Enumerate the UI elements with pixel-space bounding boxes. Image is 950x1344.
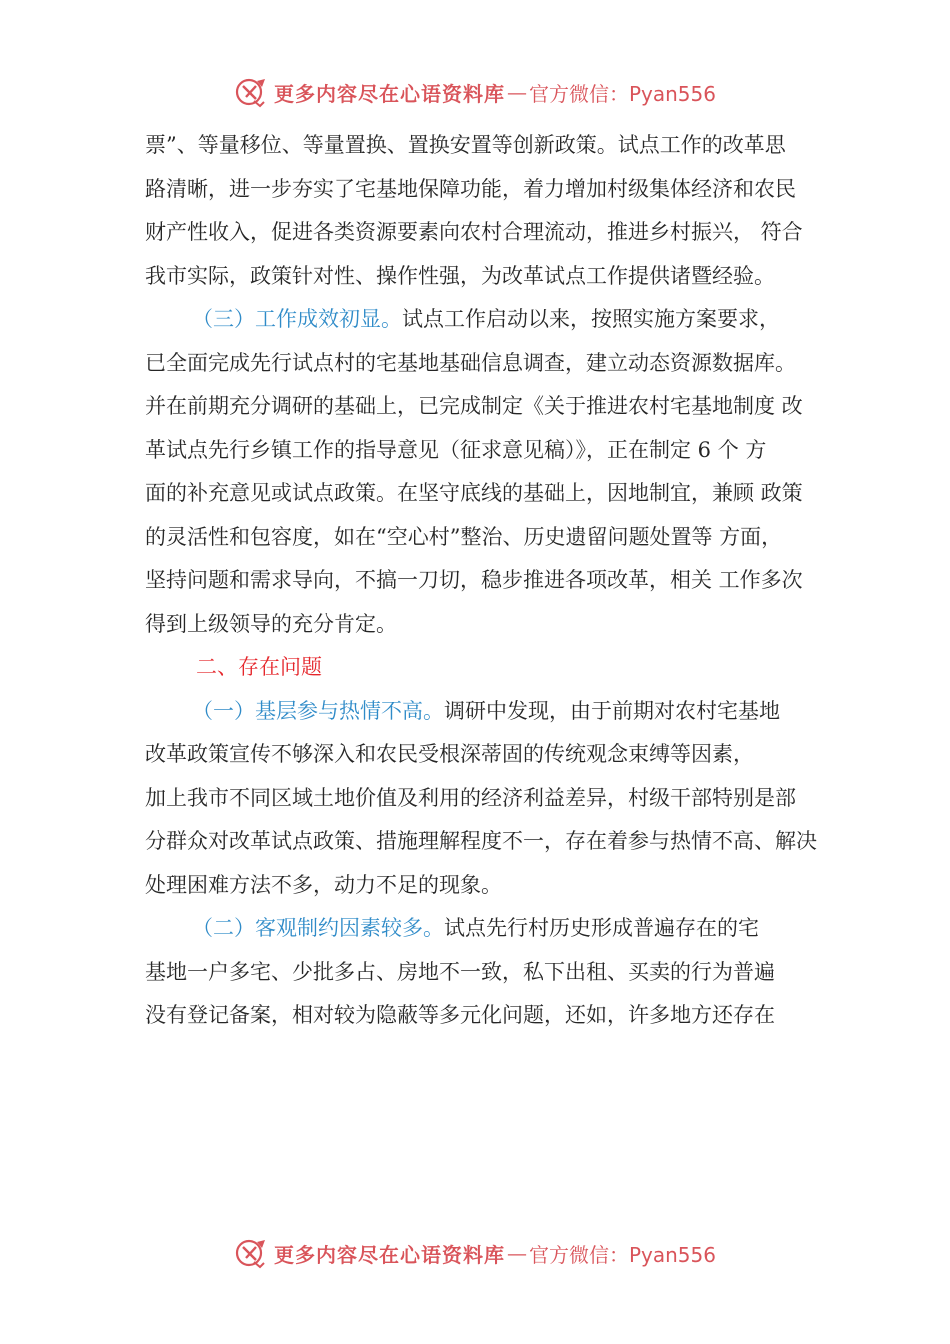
- paragraph-policy: [145, 124, 835, 298]
- text-line: 调研中发现，由于前期对农村宅基地: [444, 698, 780, 723]
- text-line: 的灵活性和包容度，如在“空心村”整治、历史遗留问题处置等 方面，: [145, 524, 783, 549]
- text-line: 基地一户多宅、少批多占、房地不一致，私下出租、买卖的行为普遍: [145, 959, 775, 984]
- text-line: 已全面完成先行试点村的宅基地基础信息调查，建立动态资源数据库。: [145, 350, 796, 375]
- text-line: 我市实际，政策针对性、操作性强，为改革试点工作提供诸暨经验。: [145, 263, 775, 288]
- text-line: 得到上级领导的充分肯定。: [145, 611, 397, 636]
- subheading-constraints: （二）客观制约因素较多。: [192, 916, 444, 940]
- watermark-separator: —: [506, 1241, 527, 1265]
- paragraph-constraints: [145, 907, 835, 1038]
- subheading-results: （三）工作成效初显。: [192, 307, 402, 331]
- document-body: [145, 124, 835, 1038]
- text-line: 面的补充意见或试点政策。在坚守底线的基础上，因地制宜，兼顾 政策: [145, 481, 803, 505]
- ribbon-seal-icon: [234, 1236, 268, 1270]
- watermark-wechat: 官方微信：Pyan556: [528, 81, 716, 106]
- text-line: 试点工作启动以来，按照实施方案要求，: [402, 307, 780, 331]
- text-line: 分群众对改革试点政策、措施理解程度不一，存在着参与热情不高、解决: [145, 829, 817, 853]
- text-line: 并在前期充分调研的基础上，已完成制定《关于推进农村宅基地制度 改: [145, 394, 803, 418]
- text-line: 坚持问题和需求导向，不搞一刀切，稳步推进各项改革，相关 工作多次: [145, 568, 803, 592]
- header-watermark: [0, 72, 950, 112]
- text-line: 路清晰，进一步夯实了宅基地保障功能，着力增加村级集体经济和农民: [145, 176, 796, 201]
- subheading-participation: （一）基层参与热情不高。: [192, 698, 444, 723]
- watermark-brand: 更多内容尽在心语资料库: [273, 81, 505, 106]
- paragraph-participation: [145, 690, 835, 908]
- footer-watermark: [0, 1233, 950, 1273]
- section-title-problems: 二、存在问题: [196, 655, 322, 679]
- text-line: 财产性收入，促进各类资源要素向农村合理流动，推进乡村振兴， 符合: [145, 220, 803, 244]
- text-line: 改革政策宣传不够深入和农民受根深蒂固的传统观念束缚等因素，: [145, 742, 754, 766]
- text-line: 没有登记备案，相对较为隐蔽等多元化问题，还如，许多地方还存在: [145, 1003, 775, 1027]
- paragraph-results: [145, 298, 835, 646]
- text-line: 处理困难方法不多，动力不足的现象。: [145, 872, 502, 897]
- watermark-wechat: 官方微信：Pyan556: [528, 1242, 716, 1267]
- text-line: 票”、等量移位、等量置换、置换安置等创新政策。试点工作的改革思: [145, 133, 786, 157]
- text-line: 加上我市不同区域土地价值及利用的经济利益差异，村级干部特别是部: [145, 785, 796, 810]
- watermark-brand: 更多内容尽在心语资料库: [273, 1242, 505, 1267]
- ribbon-seal-icon: [234, 75, 268, 109]
- text-line: 革试点先行乡镇工作的指导意见（征求意见稿）》，正在制定 6 个 方: [145, 437, 767, 462]
- text-line: 试点先行村历史形成普遍存在的宅: [444, 916, 759, 940]
- watermark-separator: —: [506, 80, 527, 104]
